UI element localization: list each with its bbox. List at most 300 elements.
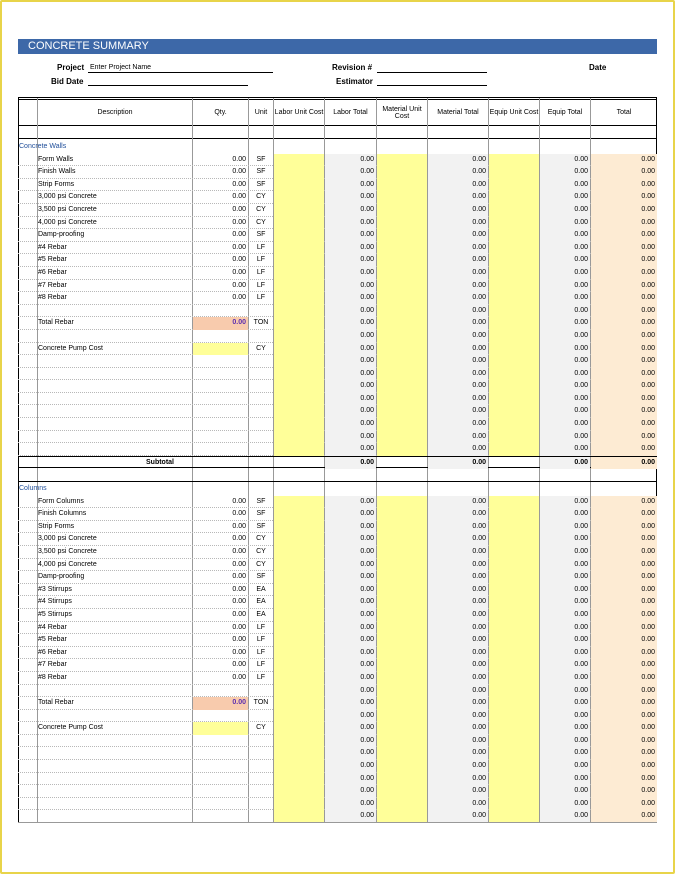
item-material-unit-cost[interactable] (377, 596, 427, 609)
item-unit[interactable] (249, 710, 273, 723)
item-qty[interactable]: 0.00 (232, 256, 246, 264)
item-qty[interactable] (193, 418, 248, 431)
item-labor-unit-cost[interactable] (274, 280, 324, 293)
item-unit[interactable]: LF (256, 673, 266, 681)
item-labor-unit-cost[interactable] (274, 443, 324, 456)
item-description[interactable] (37, 330, 192, 343)
item-material-unit-cost[interactable] (377, 292, 427, 305)
item-description[interactable]: #3 Stirrups (38, 585, 72, 593)
item-equip-unit-cost[interactable] (489, 596, 539, 609)
item-material-unit-cost[interactable] (377, 722, 427, 735)
item-qty[interactable] (193, 773, 248, 786)
item-labor-unit-cost[interactable] (274, 305, 324, 318)
item-unit[interactable]: LF (256, 648, 266, 656)
item-qty[interactable]: 0.00 (232, 573, 246, 581)
item-description[interactable]: Total Rebar (38, 699, 74, 707)
item-labor-unit-cost[interactable] (274, 405, 324, 418)
item-unit[interactable]: CY (256, 547, 266, 555)
item-description[interactable]: Form Columns (38, 497, 84, 505)
item-labor-unit-cost[interactable] (274, 697, 324, 710)
item-labor-unit-cost[interactable] (274, 380, 324, 393)
item-qty[interactable] (193, 710, 248, 723)
item-unit[interactable]: CY (256, 560, 266, 568)
item-description[interactable]: Total Rebar (38, 319, 74, 327)
item-description[interactable]: Finish Walls (38, 168, 76, 176)
item-material-unit-cost[interactable] (377, 317, 427, 330)
item-material-unit-cost[interactable] (377, 546, 427, 559)
item-material-unit-cost[interactable] (377, 584, 427, 597)
item-unit[interactable]: LF (256, 268, 266, 276)
item-equip-unit-cost[interactable] (489, 785, 539, 798)
item-material-unit-cost[interactable] (377, 280, 427, 293)
item-qty[interactable]: 0.00 (193, 697, 248, 710)
item-description[interactable]: #4 Rebar (38, 243, 67, 251)
item-description[interactable] (37, 418, 192, 431)
item-labor-unit-cost[interactable] (274, 559, 324, 572)
item-material-unit-cost[interactable] (377, 785, 427, 798)
item-description[interactable]: Damp-proofing (38, 231, 85, 239)
item-description[interactable] (37, 368, 192, 381)
item-labor-unit-cost[interactable] (274, 798, 324, 811)
item-unit[interactable] (249, 735, 273, 748)
item-equip-unit-cost[interactable] (489, 330, 539, 343)
item-unit[interactable] (249, 443, 273, 456)
item-material-unit-cost[interactable] (377, 647, 427, 660)
item-equip-unit-cost[interactable] (489, 204, 539, 217)
item-qty[interactable]: 0.00 (232, 648, 246, 656)
item-labor-unit-cost[interactable] (274, 330, 324, 343)
item-labor-unit-cost[interactable] (274, 431, 324, 444)
item-qty[interactable]: 0.00 (232, 155, 246, 163)
item-unit[interactable]: CY (256, 535, 266, 543)
item-description[interactable]: 4,000 psi Concrete (38, 218, 97, 226)
item-equip-unit-cost[interactable] (489, 659, 539, 672)
item-material-unit-cost[interactable] (377, 204, 427, 217)
item-equip-unit-cost[interactable] (489, 622, 539, 635)
item-unit[interactable] (249, 368, 273, 381)
item-labor-unit-cost[interactable] (274, 659, 324, 672)
item-qty[interactable]: 0.00 (232, 268, 246, 276)
item-labor-unit-cost[interactable] (274, 533, 324, 546)
item-material-unit-cost[interactable] (377, 634, 427, 647)
item-equip-unit-cost[interactable] (489, 496, 539, 509)
item-labor-unit-cost[interactable] (274, 546, 324, 559)
bid-date-input[interactable] (88, 85, 248, 86)
item-material-unit-cost[interactable] (377, 747, 427, 760)
item-material-unit-cost[interactable] (377, 443, 427, 456)
item-qty[interactable] (193, 785, 248, 798)
item-unit[interactable]: LF (256, 243, 266, 251)
item-unit[interactable]: SF (256, 180, 266, 188)
item-equip-unit-cost[interactable] (489, 292, 539, 305)
item-qty[interactable]: 0.00 (232, 547, 246, 555)
item-unit[interactable]: LF (256, 294, 266, 302)
item-description[interactable]: #5 Stirrups (38, 610, 72, 618)
item-material-unit-cost[interactable] (377, 659, 427, 672)
item-description[interactable]: 4,000 psi Concrete (38, 560, 97, 568)
item-qty[interactable]: 0.00 (232, 180, 246, 188)
item-description[interactable]: #8 Rebar (38, 294, 67, 302)
item-qty[interactable] (193, 355, 248, 368)
item-equip-unit-cost[interactable] (489, 584, 539, 597)
item-unit[interactable] (249, 330, 273, 343)
item-material-unit-cost[interactable] (377, 254, 427, 267)
item-unit[interactable] (249, 418, 273, 431)
item-unit[interactable]: EA (256, 610, 266, 618)
item-description[interactable] (37, 735, 192, 748)
item-equip-unit-cost[interactable] (489, 722, 539, 735)
item-labor-unit-cost[interactable] (274, 217, 324, 230)
item-qty[interactable]: 0.00 (232, 673, 246, 681)
item-unit[interactable] (249, 405, 273, 418)
item-material-unit-cost[interactable] (377, 685, 427, 698)
item-labor-unit-cost[interactable] (274, 267, 324, 280)
item-description[interactable] (37, 760, 192, 773)
item-labor-unit-cost[interactable] (274, 229, 324, 242)
item-equip-unit-cost[interactable] (489, 280, 539, 293)
item-equip-unit-cost[interactable] (489, 735, 539, 748)
item-material-unit-cost[interactable] (377, 609, 427, 622)
item-labor-unit-cost[interactable] (274, 242, 324, 255)
item-unit[interactable] (249, 380, 273, 393)
item-qty[interactable]: 0.00 (232, 560, 246, 568)
item-equip-unit-cost[interactable] (489, 685, 539, 698)
item-unit[interactable] (249, 760, 273, 773)
item-description[interactable]: 3,500 psi Concrete (38, 205, 97, 213)
item-unit[interactable] (249, 685, 273, 698)
item-material-unit-cost[interactable] (377, 191, 427, 204)
item-description[interactable] (37, 798, 192, 811)
item-labor-unit-cost[interactable] (274, 785, 324, 798)
item-description[interactable]: Damp-proofing (38, 573, 85, 581)
item-unit[interactable]: CY (256, 205, 266, 213)
item-equip-unit-cost[interactable] (489, 191, 539, 204)
item-labor-unit-cost[interactable] (274, 179, 324, 192)
item-equip-unit-cost[interactable] (489, 317, 539, 330)
item-labor-unit-cost[interactable] (274, 292, 324, 305)
item-equip-unit-cost[interactable] (489, 697, 539, 710)
item-material-unit-cost[interactable] (377, 393, 427, 406)
item-qty[interactable]: 0.00 (232, 510, 246, 518)
item-labor-unit-cost[interactable] (274, 773, 324, 786)
item-equip-unit-cost[interactable] (489, 533, 539, 546)
item-labor-unit-cost[interactable] (274, 571, 324, 584)
item-material-unit-cost[interactable] (377, 508, 427, 521)
item-description[interactable]: Form Walls (38, 155, 74, 163)
item-equip-unit-cost[interactable] (489, 773, 539, 786)
item-unit[interactable] (249, 773, 273, 786)
item-description[interactable]: #4 Stirrups (38, 598, 72, 606)
item-equip-unit-cost[interactable] (489, 166, 539, 179)
item-labor-unit-cost[interactable] (274, 760, 324, 773)
item-description[interactable] (37, 355, 192, 368)
item-labor-unit-cost[interactable] (274, 191, 324, 204)
item-material-unit-cost[interactable] (377, 431, 427, 444)
item-qty[interactable] (193, 380, 248, 393)
item-material-unit-cost[interactable] (377, 380, 427, 393)
estimator-input[interactable] (377, 85, 487, 86)
item-labor-unit-cost[interactable] (274, 584, 324, 597)
item-equip-unit-cost[interactable] (489, 571, 539, 584)
item-material-unit-cost[interactable] (377, 735, 427, 748)
item-material-unit-cost[interactable] (377, 154, 427, 167)
item-equip-unit-cost[interactable] (489, 179, 539, 192)
item-qty[interactable] (193, 760, 248, 773)
item-material-unit-cost[interactable] (377, 533, 427, 546)
item-description[interactable]: 3,000 psi Concrete (38, 193, 97, 201)
item-qty[interactable] (193, 798, 248, 811)
item-equip-unit-cost[interactable] (489, 217, 539, 230)
item-equip-unit-cost[interactable] (489, 634, 539, 647)
item-equip-unit-cost[interactable] (489, 672, 539, 685)
item-description[interactable]: Strip Forms (38, 522, 75, 530)
item-equip-unit-cost[interactable] (489, 254, 539, 267)
item-unit[interactable]: TON (253, 699, 269, 707)
item-equip-unit-cost[interactable] (489, 443, 539, 456)
item-qty[interactable]: 0.00 (232, 610, 246, 618)
item-labor-unit-cost[interactable] (274, 166, 324, 179)
item-equip-unit-cost[interactable] (489, 647, 539, 660)
item-qty[interactable]: 0.00 (232, 535, 246, 543)
item-qty[interactable]: 0.00 (232, 661, 246, 669)
item-qty[interactable] (193, 431, 248, 444)
item-qty[interactable] (193, 393, 248, 406)
item-qty[interactable]: 0.00 (232, 585, 246, 593)
item-material-unit-cost[interactable] (377, 798, 427, 811)
item-labor-unit-cost[interactable] (274, 622, 324, 635)
item-unit[interactable] (249, 393, 273, 406)
item-unit[interactable]: SF (256, 155, 266, 163)
item-qty[interactable]: 0.00 (232, 636, 246, 644)
item-equip-unit-cost[interactable] (489, 305, 539, 318)
item-description[interactable] (37, 685, 192, 698)
item-description[interactable] (37, 747, 192, 760)
item-equip-unit-cost[interactable] (489, 747, 539, 760)
item-material-unit-cost[interactable] (377, 521, 427, 534)
item-equip-unit-cost[interactable] (489, 393, 539, 406)
item-material-unit-cost[interactable] (377, 496, 427, 509)
item-qty[interactable]: 0.00 (232, 497, 246, 505)
item-qty[interactable] (193, 368, 248, 381)
revision-input[interactable] (377, 72, 487, 73)
item-labor-unit-cost[interactable] (274, 343, 324, 356)
item-equip-unit-cost[interactable] (489, 710, 539, 723)
item-description[interactable]: #7 Rebar (38, 281, 67, 289)
item-unit[interactable]: CY (256, 724, 266, 732)
item-description[interactable]: Concrete Pump Cost (38, 724, 103, 732)
item-qty[interactable] (193, 685, 248, 698)
item-material-unit-cost[interactable] (377, 405, 427, 418)
item-unit[interactable]: SF (256, 497, 266, 505)
item-unit[interactable]: LF (256, 636, 266, 644)
item-labor-unit-cost[interactable] (274, 634, 324, 647)
item-description[interactable] (37, 393, 192, 406)
item-labor-unit-cost[interactable] (274, 735, 324, 748)
item-qty[interactable]: 0.00 (232, 168, 246, 176)
item-qty[interactable]: 0.00 (232, 294, 246, 302)
item-description[interactable]: Finish Columns (38, 510, 87, 518)
item-material-unit-cost[interactable] (377, 343, 427, 356)
item-description[interactable]: 3,000 psi Concrete (38, 535, 97, 543)
item-qty[interactable]: 0.00 (232, 243, 246, 251)
item-equip-unit-cost[interactable] (489, 546, 539, 559)
item-unit[interactable]: SF (256, 522, 266, 530)
item-description[interactable]: #4 Rebar (38, 623, 67, 631)
item-equip-unit-cost[interactable] (489, 760, 539, 773)
item-labor-unit-cost[interactable] (274, 355, 324, 368)
item-material-unit-cost[interactable] (377, 229, 427, 242)
item-labor-unit-cost[interactable] (274, 204, 324, 217)
item-labor-unit-cost[interactable] (274, 254, 324, 267)
item-qty[interactable] (193, 747, 248, 760)
item-qty[interactable] (193, 722, 248, 735)
item-equip-unit-cost[interactable] (489, 405, 539, 418)
item-unit[interactable]: LF (256, 281, 266, 289)
item-equip-unit-cost[interactable] (489, 355, 539, 368)
item-description[interactable] (37, 380, 192, 393)
item-labor-unit-cost[interactable] (274, 154, 324, 167)
item-description[interactable]: Concrete Pump Cost (38, 344, 103, 352)
item-unit[interactable]: LF (256, 623, 266, 631)
item-material-unit-cost[interactable] (377, 305, 427, 318)
item-labor-unit-cost[interactable] (274, 496, 324, 509)
item-description[interactable] (37, 431, 192, 444)
item-qty[interactable] (193, 405, 248, 418)
item-labor-unit-cost[interactable] (274, 317, 324, 330)
item-qty[interactable] (193, 330, 248, 343)
item-qty[interactable]: 0.00 (232, 281, 246, 289)
item-material-unit-cost[interactable] (377, 166, 427, 179)
item-equip-unit-cost[interactable] (489, 431, 539, 444)
item-labor-unit-cost[interactable] (274, 722, 324, 735)
item-unit[interactable]: SF (256, 168, 266, 176)
item-unit[interactable] (249, 355, 273, 368)
item-material-unit-cost[interactable] (377, 418, 427, 431)
item-material-unit-cost[interactable] (377, 267, 427, 280)
item-material-unit-cost[interactable] (377, 330, 427, 343)
item-description[interactable]: #5 Rebar (38, 636, 67, 644)
item-labor-unit-cost[interactable] (274, 685, 324, 698)
item-qty[interactable] (193, 735, 248, 748)
item-labor-unit-cost[interactable] (274, 393, 324, 406)
item-material-unit-cost[interactable] (377, 622, 427, 635)
item-qty[interactable]: 0.00 (232, 231, 246, 239)
item-equip-unit-cost[interactable] (489, 368, 539, 381)
item-unit[interactable] (249, 431, 273, 444)
item-description[interactable]: #8 Rebar (38, 673, 67, 681)
item-material-unit-cost[interactable] (377, 773, 427, 786)
item-material-unit-cost[interactable] (377, 179, 427, 192)
item-labor-unit-cost[interactable] (274, 609, 324, 622)
item-unit[interactable]: CY (256, 193, 266, 201)
item-material-unit-cost[interactable] (377, 355, 427, 368)
item-labor-unit-cost[interactable] (274, 747, 324, 760)
item-description[interactable] (37, 305, 192, 318)
item-material-unit-cost[interactable] (377, 760, 427, 773)
item-labor-unit-cost[interactable] (274, 710, 324, 723)
item-qty[interactable] (193, 305, 248, 318)
item-qty[interactable]: 0.00 (232, 218, 246, 226)
item-unit[interactable]: LF (256, 256, 266, 264)
item-qty[interactable] (193, 343, 248, 356)
item-qty[interactable] (193, 443, 248, 456)
item-description[interactable] (37, 710, 192, 723)
item-description[interactable] (37, 443, 192, 456)
item-description[interactable]: 3,500 psi Concrete (38, 547, 97, 555)
item-equip-unit-cost[interactable] (489, 798, 539, 811)
item-description[interactable]: #7 Rebar (38, 661, 67, 669)
item-labor-unit-cost[interactable] (274, 368, 324, 381)
item-qty[interactable]: 0.00 (232, 193, 246, 201)
item-unit[interactable]: CY (256, 218, 266, 226)
item-equip-unit-cost[interactable] (489, 418, 539, 431)
item-material-unit-cost[interactable] (377, 368, 427, 381)
item-description[interactable] (37, 785, 192, 798)
item-material-unit-cost[interactable] (377, 217, 427, 230)
item-material-unit-cost[interactable] (377, 710, 427, 723)
item-equip-unit-cost[interactable] (489, 521, 539, 534)
item-equip-total: 0.00 (540, 330, 590, 343)
item-unit[interactable]: SF (256, 573, 266, 581)
item-unit[interactable]: EA (256, 598, 266, 606)
item-description[interactable] (37, 405, 192, 418)
item-material-unit-cost[interactable] (377, 697, 427, 710)
item-qty[interactable]: 0.00 (232, 623, 246, 631)
item-description[interactable] (37, 773, 192, 786)
item-material-unit-cost[interactable] (377, 559, 427, 572)
item-unit[interactable] (249, 305, 273, 318)
item-labor-unit-cost[interactable] (274, 508, 324, 521)
item-qty[interactable]: 0.00 (232, 522, 246, 530)
item-qty[interactable]: 0.00 (232, 205, 246, 213)
item-equip-unit-cost[interactable] (489, 242, 539, 255)
item-equip-unit-cost[interactable] (489, 343, 539, 356)
item-description[interactable]: #6 Rebar (38, 268, 67, 276)
item-unit[interactable]: CY (256, 344, 266, 352)
item-qty[interactable]: 0.00 (232, 598, 246, 606)
item-description[interactable]: #6 Rebar (38, 648, 67, 656)
item-equip-unit-cost[interactable] (489, 559, 539, 572)
item-unit[interactable]: EA (256, 585, 266, 593)
item-equip-unit-cost[interactable] (489, 508, 539, 521)
item-labor-unit-cost[interactable] (274, 521, 324, 534)
item-unit[interactable] (249, 798, 273, 811)
revision-label: Revision # (332, 63, 373, 72)
item-material-unit-cost[interactable] (377, 242, 427, 255)
item-unit[interactable]: LF (256, 661, 266, 669)
item-qty[interactable]: 0.00 (193, 317, 248, 330)
item-description[interactable]: #5 Rebar (38, 256, 67, 264)
item-unit[interactable] (249, 785, 273, 798)
item-description[interactable]: Strip Forms (38, 180, 75, 188)
item-labor-unit-cost[interactable] (274, 647, 324, 660)
item-unit[interactable]: SF (256, 510, 266, 518)
item-labor-unit-cost[interactable] (274, 672, 324, 685)
item-material-unit-cost[interactable] (377, 672, 427, 685)
item-unit[interactable] (249, 747, 273, 760)
item-unit[interactable]: SF (256, 231, 266, 239)
item-labor-unit-cost[interactable] (274, 596, 324, 609)
item-material-unit-cost[interactable] (377, 571, 427, 584)
item-equip-unit-cost[interactable] (489, 267, 539, 280)
item-equip-unit-cost[interactable] (489, 154, 539, 167)
item-labor-unit-cost[interactable] (274, 418, 324, 431)
item-equip-unit-cost[interactable] (489, 380, 539, 393)
item-equip-unit-cost[interactable] (489, 609, 539, 622)
project-input[interactable]: Enter Project Name (90, 64, 152, 71)
item-unit[interactable]: TON (253, 319, 269, 327)
item-equip-unit-cost[interactable] (489, 229, 539, 242)
